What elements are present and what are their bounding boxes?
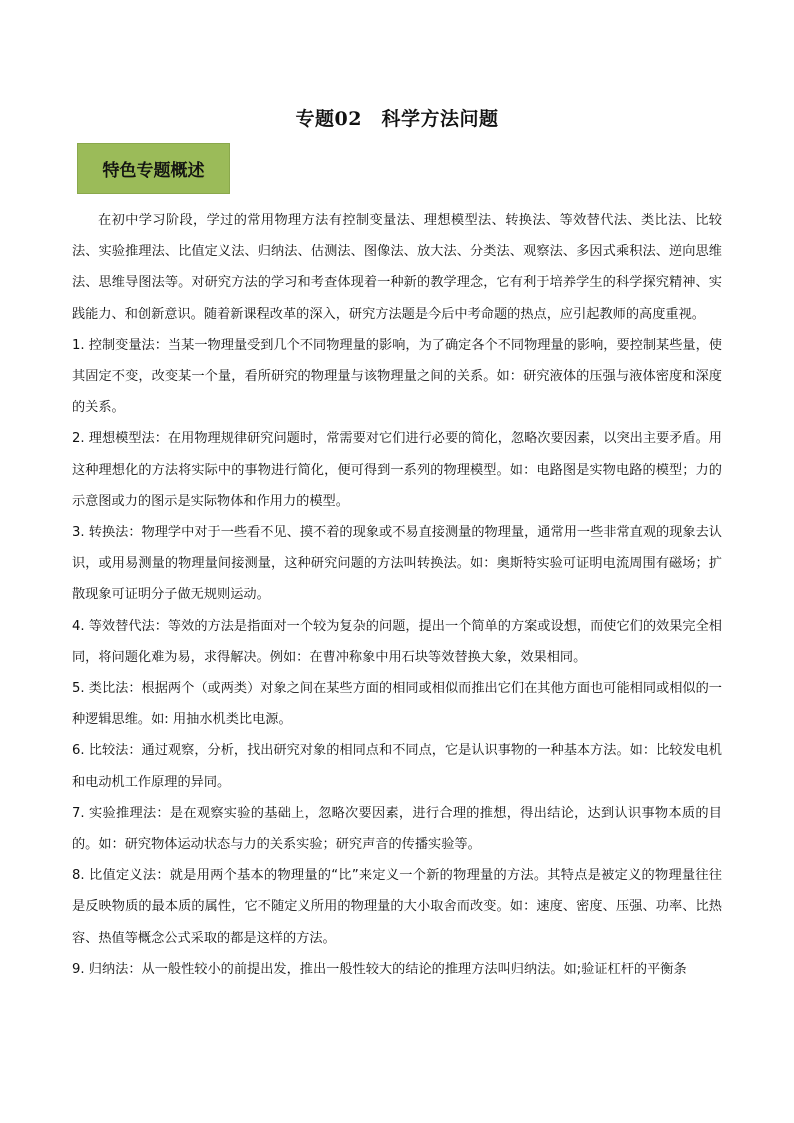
method-item-comparison: 6. 比较法：通过观察，分析，找出研究对象的相同点和不同点，它是认识事物的一种基本方法。如：比较发电机和电动机工作原理的异同。 <box>72 743 722 790</box>
method-item-control-variable: 1. 控制变量法：当某一物理量受到几个不同物理量的影响，为了确定各个不同物理量的影响，要控制某些量，使其固定不变，改变某一个量，看所研究的物理量与该物理量之间的关系。如：研究液体的压强与液体密度和深度的关系。 <box>72 337 722 416</box>
document-body <box>72 205 722 985</box>
section-badge <box>77 143 230 194</box>
method-item-equivalent-substitution: 4. 等效替代法：等效的方法是指面对一个较为复杂的问题，提出一个简单的方案或设想，而使它们的效果完全相同，将问题化难为易，求得解决。例如：在曹冲称象中用石块等效替换大象，效果相同。 <box>72 618 722 665</box>
method-item-ratio-definition: 8. 比值定义法：就是用两个基本的物理量的“比”来定义一个新的物理量的方法。其特点是被定义的物理量往往是反映物质的最本质的属性，它不随定义所用的物理量的大小取舍而改变。如：速度、密度、压强、功率、比热容、热值等概念公式采取的都是这样的方法。 <box>72 868 722 946</box>
method-item-conversion: 3. 转换法：物理学中对于一些看不见、摸不着的现象或不易直接测量的物理量，通常用一些非常直观的现象去认识，或用易测量的物理量间接测量，这种研究问题的方法叫转换法。如：奥斯特实验可证明电流周围有磁场；扩散现象可证明分子做无规则运动。 <box>72 525 722 603</box>
method-item-induction: 9. 归纳法：从一般性较小的前提出发，推出一般性较大的结论的推理方法叫归纳法。如;验证杠杆的平衡条 <box>72 961 687 977</box>
method-item-experimental-reasoning: 7. 实验推理法：是在观察实验的基础上，忽略次要因素，进行合理的推想，得出结论，达到认识事物本质的目的。如：研究物体运动状态与力的关系实验；研究声音的传播实验等。 <box>72 805 722 853</box>
intro-paragraph: 在初中学习阶段，学过的常用物理方法有控制变量法、理想模型法、转换法、等效替代法、类比法、比较法、实验推理法、比值定义法、归纳法、估测法、图像法、放大法、分类法、观察法、多因式乘积法、逆向思维法、思维导图法等。对研究方法的学习和考查体现着一种新的教学理念，它有利于培养学生的科学探究精神、实践能力、和创新意识。随着新课程改革的深入，研究方法题是今后中考命题的热点，应引起教师的高度重视。 <box>72 213 722 322</box>
method-item-ideal-model: 2. 理想模型法：在用物理规律研究问题时，常需要对它们进行必要的简化，忽略次要因素，以突出主要矛盾。用这种理想化的方法将实际中的事物进行简化，便可得到一系列的物理模型。如：电路图是实物电路的模型；力的示意图或力的图示是实际物体和作用力的模型。 <box>72 431 722 509</box>
section-badge-label: 特色专题概述 <box>102 161 205 181</box>
method-item-analogy: 5. 类比法：根据两个（或两类）对象之间在某些方面的相同或相似而推出它们在其他方面也可能相同或相似的一种逻辑思维。如: 用抽水机类比电源。 <box>72 681 722 728</box>
page-title: 专题02 科学方法问题 <box>295 108 499 130</box>
